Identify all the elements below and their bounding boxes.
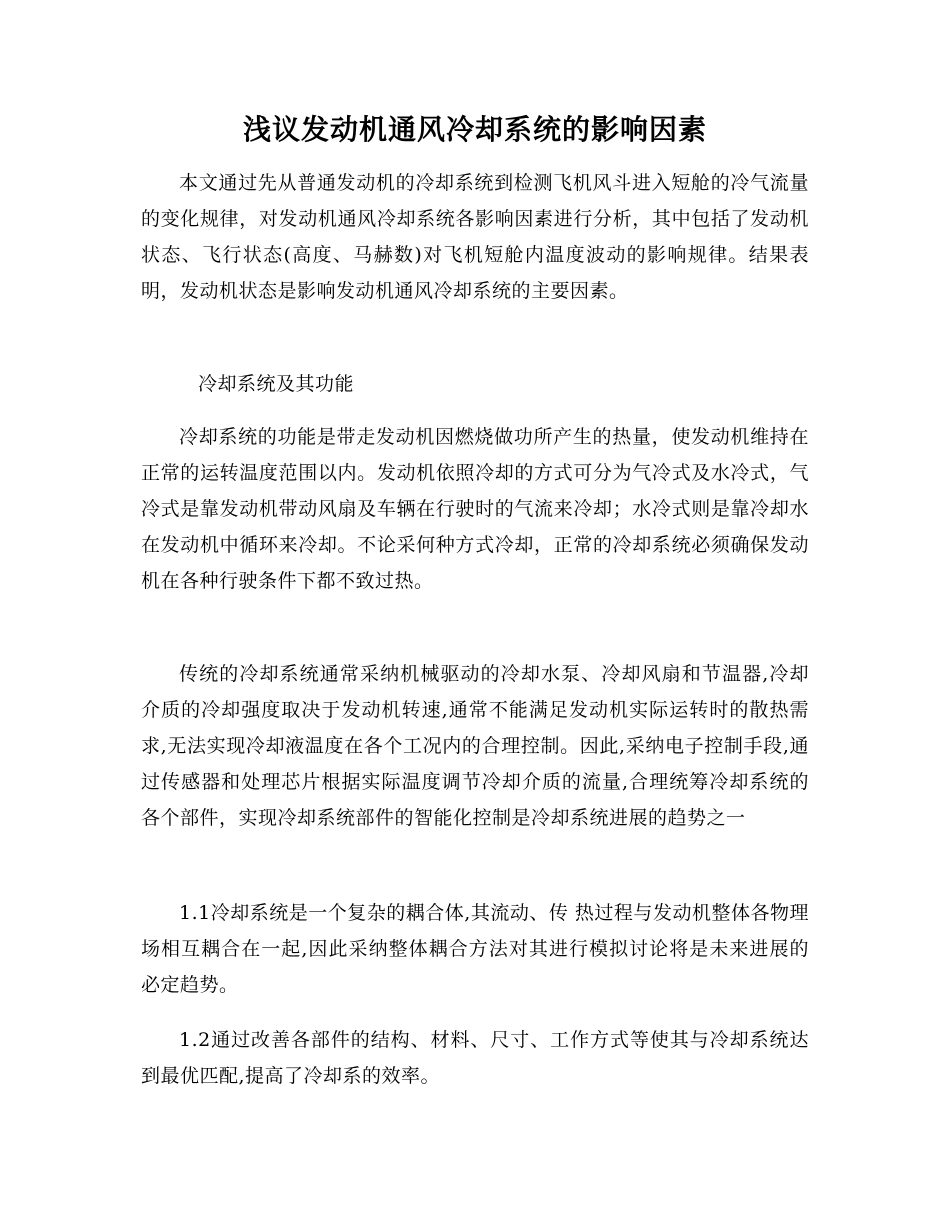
- intro-paragraph: 本文通过先从普通发动机的冷却系统到检测飞机风斗进入短舱的冷气流量的变化规律，对发动机通风冷却系统各影响因素进行分析，其中包括了发动机状态、飞行状态(高度、马赫数)对飞机短舱内温度波动的影响规律。结果表明，发动机状态是影响发动机通风冷却系统的主要因素。: [141, 172, 809, 302]
- document-title: 浅议发动机通风冷却系统的影响因素: [242, 113, 707, 146]
- body-paragraph: 1.1冷却系统是一个复杂的耦合体,其流动、传 热过程与发动机整体各物理场相互耦合在一起,因此采纳整体耦合方法对其进行模拟讨论将是未来进展的必定趋势。: [141, 902, 809, 996]
- section-heading: 冷却系统及其功能: [198, 373, 355, 395]
- body-paragraph: 冷却系统的功能是带走发动机因燃烧做功所产生的热量，使发动机维持在正常的运转温度范围以内。发动机依照冷却的方式可分为气冷式及水冷式，气冷式是靠发动机带动风扇及车辆在行驶时的气流来冷却；水冷式则是靠冷却水在发动机中循环来冷却。不论采何种方式冷却，正常的冷却系统必须确保发动机在各种行驶条件下都不致过热。: [141, 426, 809, 592]
- body-paragraph: 传统的冷却系统通常采纳机械驱动的冷却水泵、冷却风扇和节温器,冷却介质的冷却强度取决于发动机转速,通常不能满足发动机实际运转时的散热需求,无法实现冷却液温度在各个工况内的合理控制。因此,采纳电子控制手段,通过传感器和处理芯片根据实际温度调节冷却介质的流量,合理统筹冷却系统的各个部件，实现冷却系统部件的智能化控制是冷却系统进展的趋势之一: [141, 663, 809, 829]
- body-paragraph: 1.2通过改善各部件的结构、材料、尺寸、工作方式等使其与冷却系统达到最优匹配,提高了冷却系的效率。: [141, 1029, 809, 1087]
